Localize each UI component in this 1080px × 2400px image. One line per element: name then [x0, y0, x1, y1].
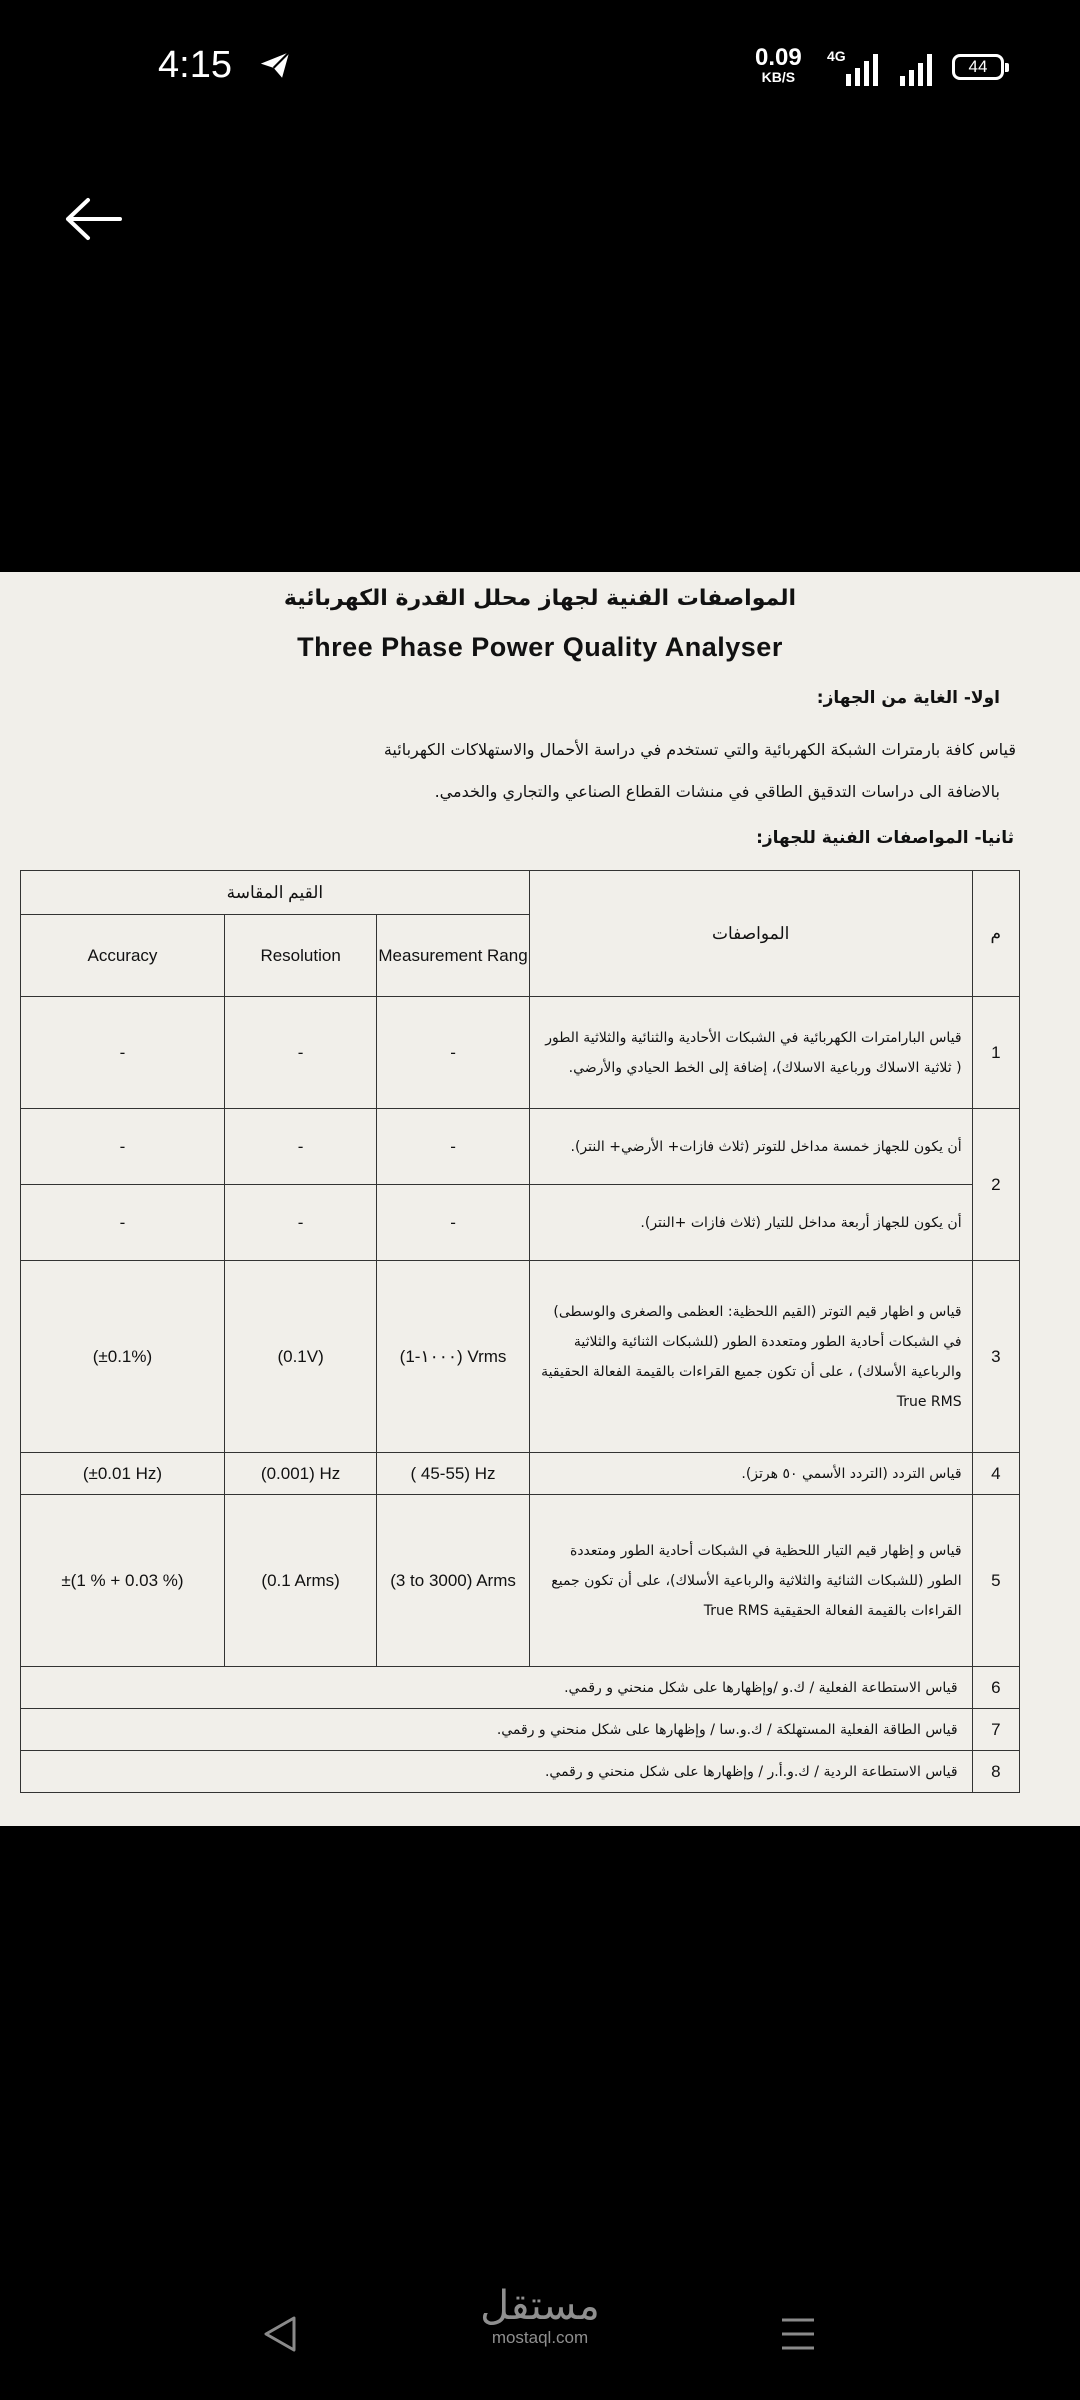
section-heading-purpose: اولا- الغاية من الجهاز:: [816, 688, 1000, 708]
nav-back-icon[interactable]: [262, 2314, 298, 2354]
cell-accuracy: -: [21, 1109, 225, 1185]
cell-resolution: -: [224, 1109, 376, 1185]
table-row: [21, 1667, 1020, 1709]
battery-icon: 44: [952, 54, 1004, 80]
table-row: [21, 1261, 1020, 1453]
cell-range: (3 to 3000) Arms: [377, 1495, 529, 1667]
table-row: [21, 1185, 1020, 1261]
cell-resolution: (0.1V): [224, 1261, 376, 1453]
cell-spec: أن يكون للجهاز أربعة مداخل للتيار (ثلاث فازات +النتر).: [529, 1185, 972, 1261]
section-heading-specs: ثانيا- المواصفات الفنية للجهاز:: [756, 828, 1014, 848]
signal-icon-2: [898, 52, 936, 86]
cell-accuracy: -: [21, 1185, 225, 1261]
cell-spec: قياس و إظهار قيم التيار اللحظية في الشبكات أحادية الطور ومتعددة الطور (للشبكات الثنائية والثلاثية والرباعية الأسلاك)، على أن تكون جميع القراءات بالقيمة الفعالة الحقيقية True RMS: [529, 1495, 972, 1667]
cell-number: 1: [972, 997, 1019, 1109]
table-row: [21, 1709, 1020, 1751]
cell-range: ( 45-55) Hz: [377, 1453, 529, 1495]
table-row: [21, 1109, 1020, 1185]
doc-title-english: Three Phase Power Quality Analyser: [297, 632, 783, 662]
watermark-logo: مستقل mostaql.com: [480, 2283, 600, 2347]
cell-number: 5: [972, 1495, 1019, 1667]
cell-spec: أن يكون للجهاز خمسة مداخل للتوتر (ثلاث فازات+ الأرضي+ النتر).: [529, 1109, 972, 1185]
cell-spec: قياس الطاقة الفعلية المستهلكة / ك.و.سا / وإظهارها على شكل منحني و رقمي.: [21, 1709, 973, 1751]
cell-number: 7: [972, 1709, 1019, 1751]
cell-resolution: (0.1 Arms): [224, 1495, 376, 1667]
cell-range: (1-١٠٠٠) Vrms: [377, 1261, 529, 1453]
cell-resolution: (0.001) Hz: [224, 1453, 376, 1495]
cell-spec: قياس الاستطاعة الفعلية / ك.و /وإظهارها على شكل منحني و رقمي.: [21, 1667, 973, 1709]
cell-number: 8: [972, 1751, 1019, 1793]
cell-spec: قياس البارامترات الكهربائية في الشبكات الأحادية والثنائية والثلاثية الطور ( ثلاثية الاسلاك ورباعية الاسلاك)، إضافة إلى الخط الحيادي والأرضي.: [529, 997, 972, 1109]
cell-number: 2: [972, 1109, 1019, 1261]
status-bar: [0, 0, 1080, 120]
table-row: [21, 1453, 1020, 1495]
cell-accuracy: -: [21, 997, 225, 1109]
header-number: م: [972, 871, 1019, 997]
cell-range: -: [377, 997, 529, 1109]
cell-spec: قياس التردد (التردد الأسمي ٥٠ هرتز).: [529, 1453, 972, 1495]
spec-table: [20, 870, 1020, 1793]
nav-recents-icon[interactable]: [780, 2316, 816, 2352]
cell-accuracy: (±0.1%): [21, 1261, 225, 1453]
cell-resolution: -: [224, 997, 376, 1109]
cell-accuracy: ±(1 % + 0.03 %): [21, 1495, 225, 1667]
header-accuracy: Accuracy: [21, 915, 225, 997]
clock: 4:15: [158, 44, 232, 86]
header-measurement-range: Measurement Rang: [377, 915, 529, 997]
cell-spec: قياس و اظهار قيم التوتر (القيم اللحظية: العظمى والصغرى والوسطى) في الشبكات أحادية الطور ومتعددة الطور (للشبكات الثنائية والثلاثية والرباعية الأسلاك) ، على أن تكون جميع القراءات بالقيمة الفعالة الحقيقية True RMS: [529, 1261, 972, 1453]
paragraph-line-2: بالاضافة الى دراسات التدقيق الطاقي في منشات القطاع الصناعي والتجاري والخدمي.: [434, 782, 1000, 801]
signal-icon: [846, 52, 880, 86]
header-measured-values: القيم المقاسة: [21, 871, 530, 915]
cell-range: -: [377, 1109, 529, 1185]
cell-resolution: -: [224, 1185, 376, 1261]
network-type: 4G: [827, 48, 846, 64]
cell-spec: قياس الاستطاعة الردية / ك.و.أ.ر / وإظهارها على شكل منحني و رقمي.: [21, 1751, 973, 1793]
table-row: [21, 1495, 1020, 1667]
back-arrow-icon[interactable]: [64, 194, 124, 244]
cell-number: 3: [972, 1261, 1019, 1453]
doc-title-arabic: المواصفات الفنية لجهاز محلل القدرة الكهربائية: [283, 586, 797, 611]
header-resolution: Resolution: [224, 915, 376, 997]
table-row: [21, 997, 1020, 1109]
table-row: [21, 1751, 1020, 1793]
telegram-send-icon: [258, 48, 292, 82]
header-specifications: المواصفات: [529, 871, 972, 997]
cell-accuracy: (±0.01 Hz): [21, 1453, 225, 1495]
cell-number: 6: [972, 1667, 1019, 1709]
cell-number: 4: [972, 1453, 1019, 1495]
paragraph-line-1: قياس كافة بارمترات الشبكة الكهربائية والتي تستخدم في دراسة الأحمال والاستهلاكات الكهربائية: [383, 740, 1016, 759]
cell-range: -: [377, 1185, 529, 1261]
document-image[interactable]: [0, 572, 1080, 1826]
network-speed: 0.09 KB/S: [755, 44, 802, 85]
